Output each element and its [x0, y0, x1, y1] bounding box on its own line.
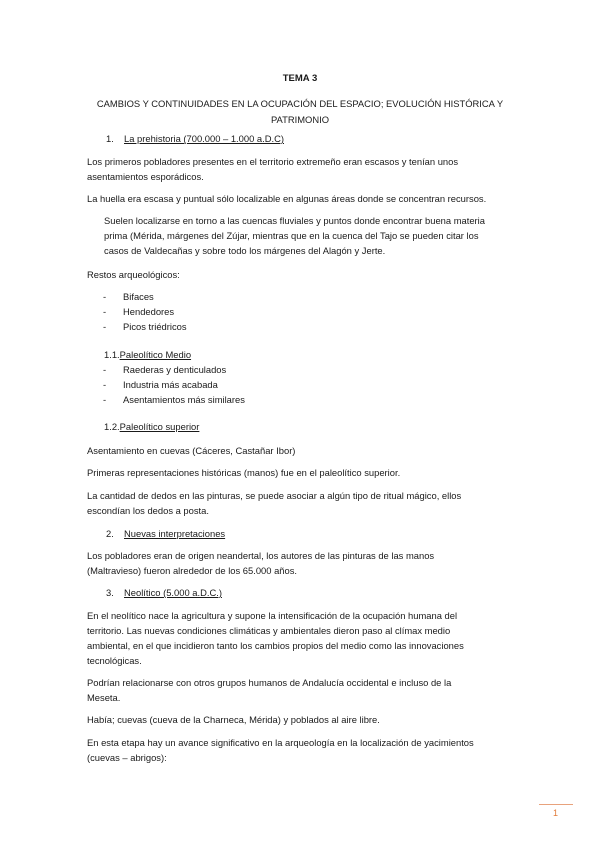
- paragraph-3-line1: Suelen localizarse en torno a las cuencas fluviales y puntos donde encontrar buena materia: [104, 215, 485, 226]
- list-item: - Industria más acabada: [103, 379, 218, 390]
- paragraph-3-line3: casos de Valdecañas y sobre todo los márgenes del Alagón y Jerte.: [104, 245, 386, 256]
- paragraph-7-line2: (Maltravieso) fueron alrededor de los 65.000 años.: [87, 565, 298, 576]
- paragraph-8-line2: territorio. Las nuevas condiciones climáticas y ambientales dieron paso al clímax medio: [87, 625, 451, 636]
- section-1-1-heading: 1.1.Paleolítico Medio: [104, 349, 192, 360]
- restos-label: Restos arqueológicos:: [87, 269, 180, 280]
- section-1-number: 1.: [106, 133, 114, 144]
- paragraph-9-line2: Meseta.: [87, 692, 121, 703]
- list-item: - Raederas y denticulados: [103, 364, 227, 375]
- paragraph-9-line1: Podrían relacionarse con otros grupos humanos de Andalucía occidental e incluso de la: [87, 677, 452, 688]
- paragraph-7-line1: Los pobladores eran de origen neandertal, los autores de las pinturas de las manos: [87, 550, 435, 561]
- paragraph-4: Asentamiento en cuevas (Cáceres, Castañar Ibor): [87, 445, 296, 456]
- document-title: TEMA 3: [282, 73, 318, 84]
- list-item: - Picos triédricos: [103, 321, 187, 332]
- paragraph-3-line2: prima (Mérida, márgenes del Zújar, mientras que en la cuenca del Tajo se pueden citar los: [104, 230, 479, 241]
- paragraph-1-line1: Los primeros pobladores presentes en el territorio extremeño eran escasos y tenían unos: [87, 156, 459, 167]
- paragraph-10: Había; cuevas (cueva de la Charneca, Mérida) y poblados al aire libre.: [87, 714, 380, 725]
- paragraph-6-line1: La cantidad de dedos en las pinturas, se puede asociar a algún tipo de ritual mágico, ellos: [87, 490, 462, 501]
- list-item: - Bifaces: [103, 291, 154, 302]
- paragraph-8-line1: En el neolítico nace la agricultura y supone la intensificación de la ocupación humana del: [87, 610, 458, 621]
- paragraph-8-line3: ambiental, en el que incidieron tanto los cambios propios del medio como las innovaciones: [87, 640, 464, 651]
- document-subtitle-line2: PATRIMONIO: [271, 114, 329, 125]
- footer-divider: [539, 804, 573, 805]
- document-subtitle-line1: CAMBIOS Y CONTINUIDADES EN LA OCUPACIÓN DEL ESPACIO; EVOLUCIÓN HISTÓRICA Y: [96, 98, 504, 109]
- paragraph-11-line1: En esta etapa hay un avance significativo en la arqueología en la localización de yacimientos: [87, 737, 474, 748]
- paragraph-8-line4: tecnológicas.: [87, 655, 142, 666]
- section-2-heading: 2. Nuevas interpretaciones: [106, 528, 226, 539]
- section-1-label: La prehistoria (700.000 – 1.000 a.D.C): [124, 133, 284, 144]
- section-1-heading: [106, 133, 284, 144]
- section-1-2-heading: 1.2.Paleolítico superior: [104, 421, 200, 432]
- list-item: - Asentamientos más similares: [103, 394, 245, 405]
- paragraph-1-line2: asentamientos esporádicos.: [87, 171, 204, 182]
- list-item: - Hendedores: [103, 306, 175, 317]
- paragraph-5: Primeras representaciones históricas (manos) fue en el paleolítico superior.: [87, 467, 401, 478]
- paragraph-11-line2: (cuevas – abrigos):: [87, 752, 167, 763]
- paragraph-2: La huella era escasa y puntual sólo localizable en algunas áreas donde se concentran recursos.: [87, 193, 487, 204]
- page-number: 1: [553, 808, 559, 818]
- paragraph-6-line2: escondían los dedos a posta.: [87, 505, 209, 516]
- section-3-heading: 3. Neolítico (5.000 a.D.C.): [106, 587, 222, 598]
